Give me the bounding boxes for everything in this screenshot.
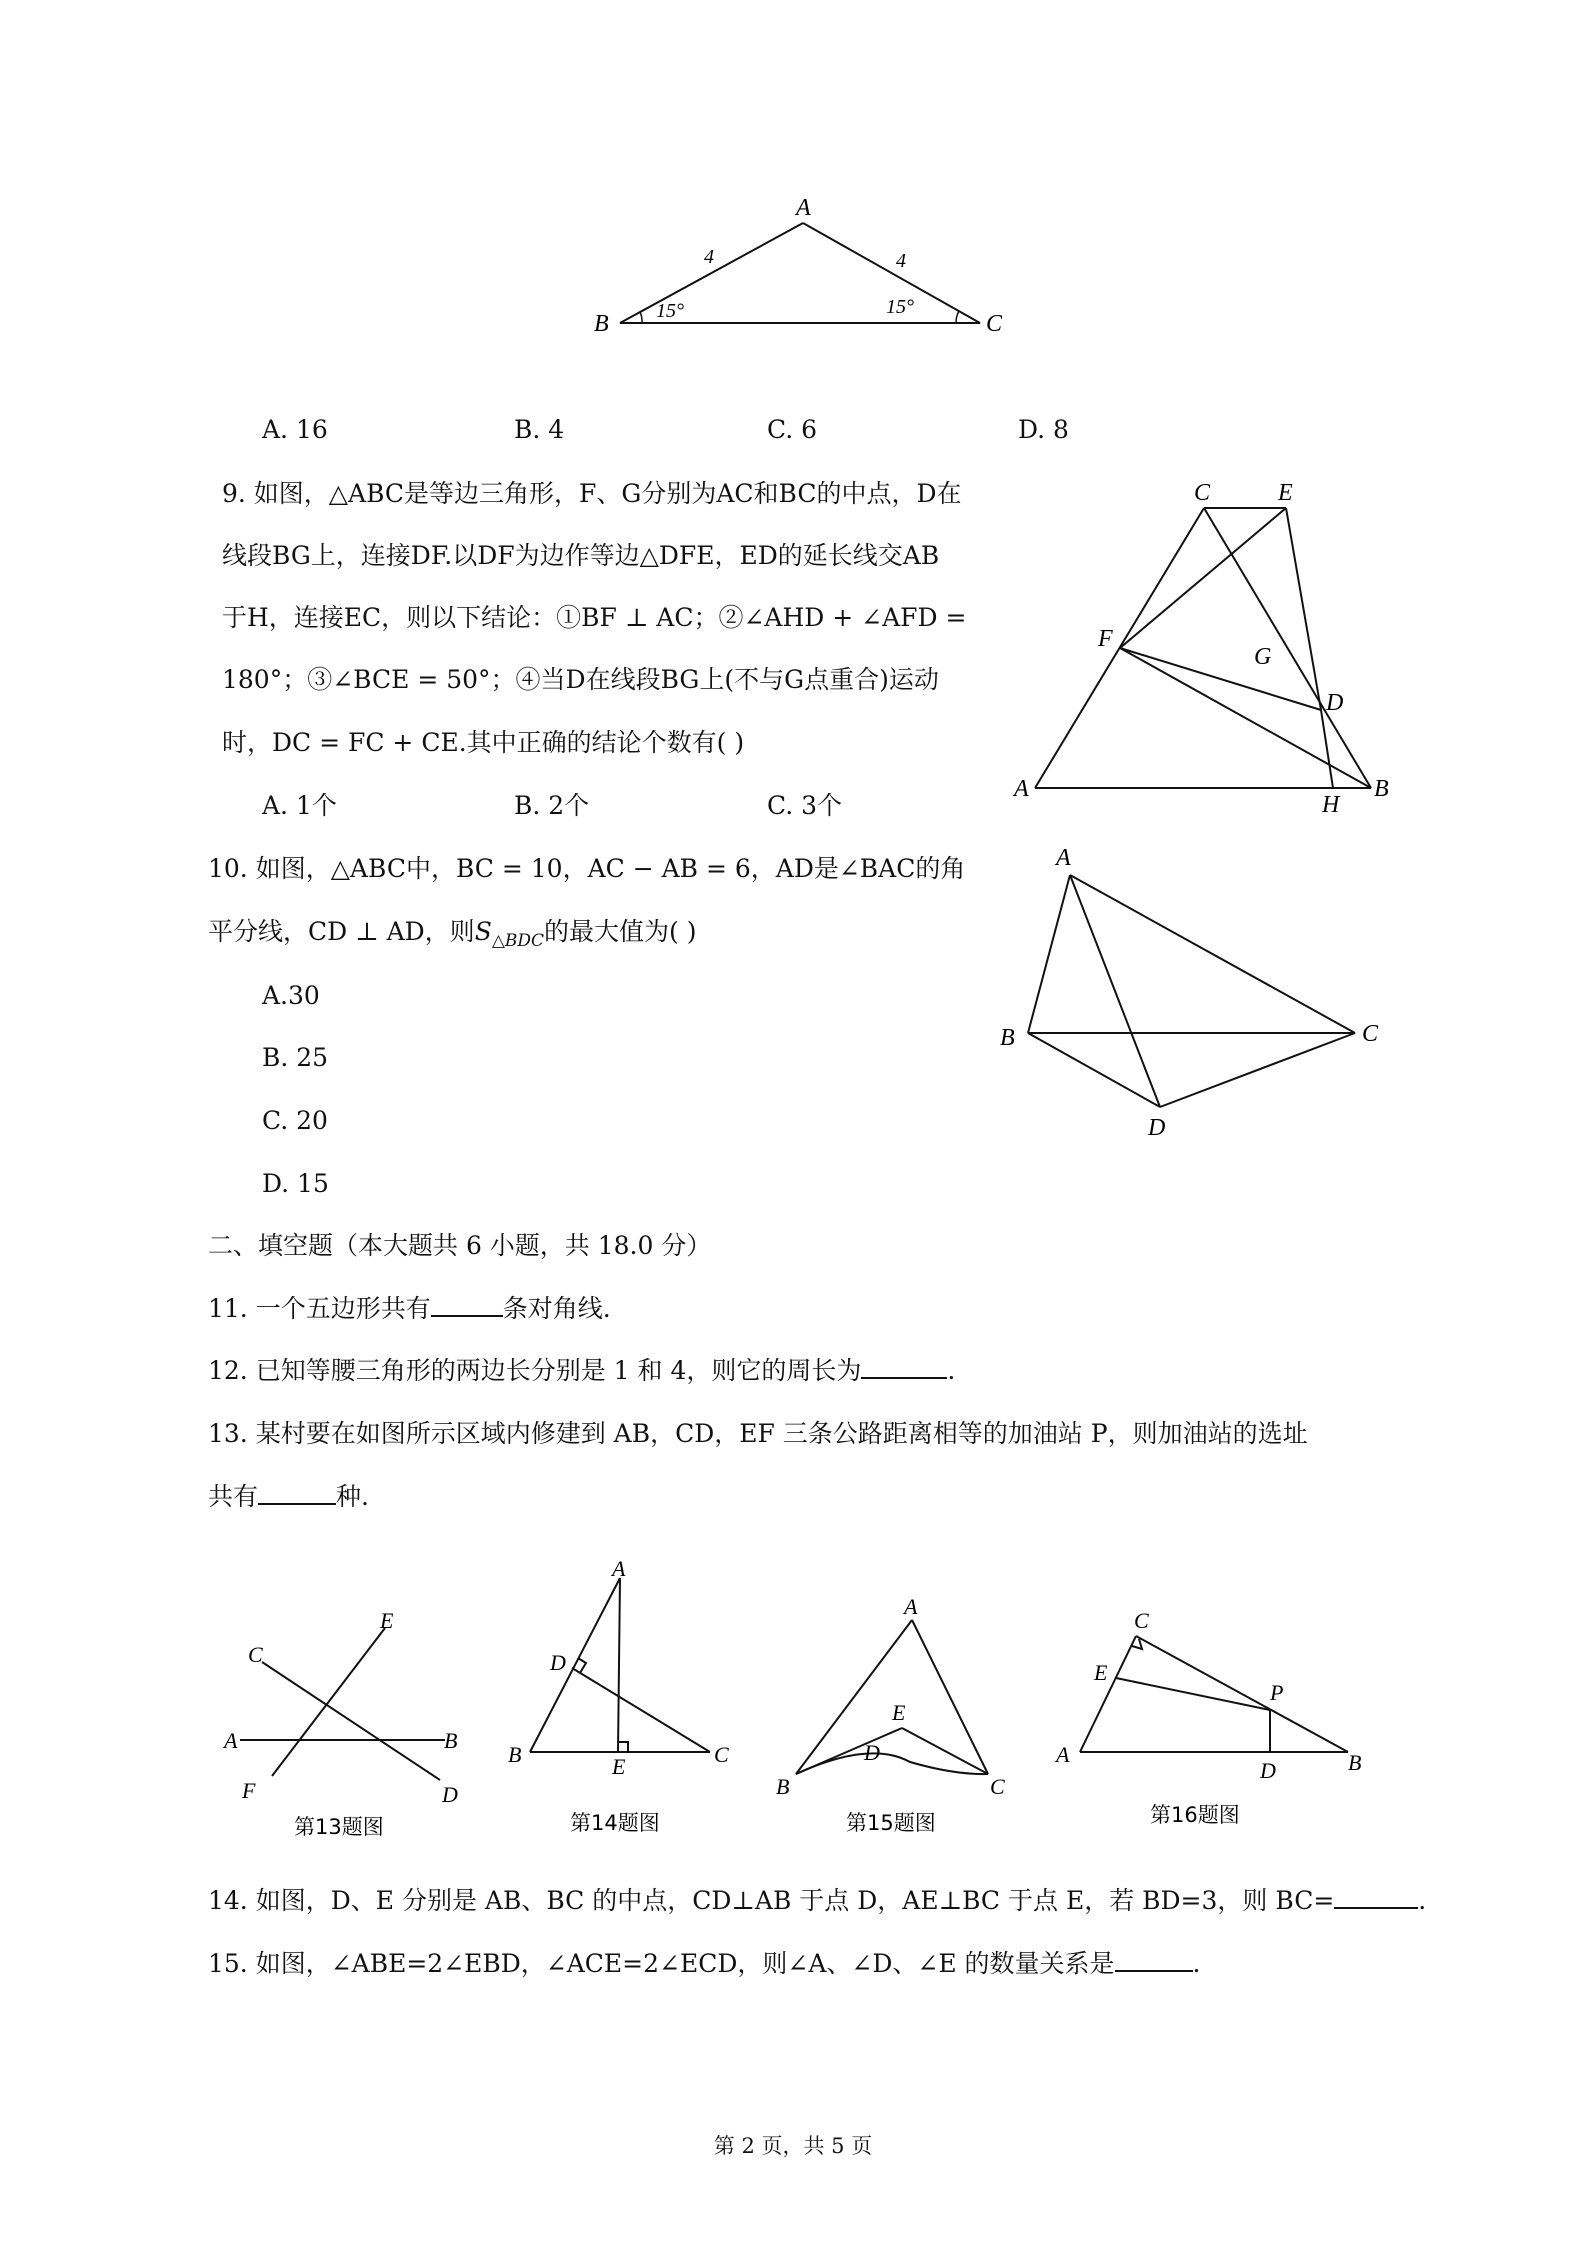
label-b: B bbox=[776, 1774, 790, 1799]
q8-choice-b: B. 4 bbox=[514, 415, 565, 444]
q14-text-pre: 14. 如图，D、E 分别是 AB、BC 的中点，CD⊥AB 于点 D，AE⊥BC 于点 E，若 BD=3，则 BC= bbox=[208, 1886, 1335, 1915]
label-f: F bbox=[1098, 626, 1113, 652]
label-c: C bbox=[986, 311, 1003, 335]
label-d: D bbox=[864, 1740, 880, 1765]
q15-text-pre: 15. 如图，∠ABE=2∠EBD，∠ACE=2∠ECD，则∠A、∠D、∠E 的数量关系是 bbox=[208, 1949, 1115, 1978]
label-b: B bbox=[1374, 776, 1389, 802]
q10-choice-d: D. 15 bbox=[262, 1169, 329, 1198]
side-ac-label: 4 bbox=[896, 250, 906, 272]
figure-q9 bbox=[1000, 470, 1410, 830]
q9-choice-a: A. 1个 bbox=[262, 791, 337, 820]
q13-text-pre: 共有 bbox=[208, 1482, 259, 1511]
q10-area-subscript: △BDC bbox=[491, 931, 545, 951]
q11-text-post: 条对角线. bbox=[502, 1294, 611, 1323]
figure-14 bbox=[500, 1560, 750, 1840]
label-c: C bbox=[714, 1742, 729, 1767]
angle-b-label: 15° bbox=[656, 300, 684, 322]
figure-13 bbox=[220, 1600, 470, 1840]
label-c: C bbox=[990, 1774, 1005, 1799]
label-b: B bbox=[1000, 1025, 1015, 1051]
q8-choice-a: A. 16 bbox=[262, 415, 328, 444]
figure-15 bbox=[770, 1590, 1030, 1840]
label-e: E bbox=[380, 1608, 394, 1633]
label-p: P bbox=[1270, 1680, 1284, 1705]
q14 bbox=[208, 1885, 1426, 1917]
q11-answer-blank bbox=[431, 1293, 503, 1317]
q9-line-2: 线段BG上，连接DF.以DF为边作等边△DFE，ED的延长线交AB bbox=[222, 541, 940, 570]
label-a: A bbox=[1014, 776, 1029, 802]
q10-line-2-pre: 平分线，CD ⊥ AD，则 bbox=[208, 917, 475, 946]
figure-14-caption: 第14题图 bbox=[570, 1811, 660, 1835]
side-ab-label: 4 bbox=[704, 246, 714, 268]
q9-choice-c: C. 3个 bbox=[767, 791, 843, 820]
q11 bbox=[208, 1293, 611, 1325]
q12 bbox=[208, 1355, 955, 1387]
label-c: C bbox=[248, 1642, 263, 1667]
q12-text-pre: 12. 已知等腰三角形的两边长分别是 1 和 4，则它的周长为 bbox=[208, 1356, 862, 1385]
q15-answer-blank bbox=[1115, 1948, 1193, 1972]
q14-text-post: . bbox=[1418, 1886, 1427, 1915]
label-a: A bbox=[796, 195, 811, 221]
section-2-heading: 二、填空题（本大题共 6 小题，共 18.0 分） bbox=[208, 1231, 712, 1260]
q13-text-post: 种. bbox=[336, 1482, 369, 1511]
q10-area-symbol: S bbox=[474, 917, 492, 946]
page-footer: 第 2 页，共 5 页 bbox=[713, 2134, 873, 2158]
label-b: B bbox=[1348, 1750, 1362, 1775]
label-b: B bbox=[594, 311, 609, 335]
q10-choice-c: C. 20 bbox=[262, 1106, 328, 1135]
label-a: A bbox=[224, 1728, 238, 1753]
q8-choice-d: D. 8 bbox=[1018, 415, 1069, 444]
q10-choice-a: A.30 bbox=[262, 981, 320, 1010]
label-d: D bbox=[1326, 690, 1344, 716]
label-e: E bbox=[612, 1754, 626, 1779]
figure-16-caption: 第16题图 bbox=[1150, 1803, 1240, 1827]
q9-line-4: 180°；③∠BCE = 50°；④当D在线段BG上(不与G点重合)运动 bbox=[222, 665, 939, 694]
q10-line-2 bbox=[208, 916, 697, 957]
label-b: B bbox=[508, 1742, 522, 1767]
q10-choice-b: B. 25 bbox=[262, 1043, 329, 1072]
label-d: D bbox=[550, 1650, 566, 1675]
q10-line-1: 10. 如图，△ABC中，BC = 10，AC − AB = 6，AD是∠BAC的角 bbox=[208, 854, 966, 883]
q11-text-pre: 11. 一个五边形共有 bbox=[208, 1294, 431, 1323]
q9-line-5: 时，DC = FC + CE.其中正确的结论个数有( ) bbox=[222, 728, 745, 757]
q9-choice-b: B. 2个 bbox=[514, 791, 590, 820]
label-a: A bbox=[1056, 1742, 1070, 1767]
label-a: A bbox=[1056, 845, 1071, 871]
q10-line-2-post: 的最大值为( ) bbox=[544, 917, 697, 946]
figure-16 bbox=[1050, 1600, 1380, 1840]
label-d: D bbox=[1148, 1115, 1166, 1141]
label-c: C bbox=[1194, 480, 1211, 506]
q8-choice-c: C. 6 bbox=[767, 415, 818, 444]
q15-text-post: . bbox=[1192, 1949, 1201, 1978]
q12-text-post: . bbox=[947, 1356, 956, 1385]
q15 bbox=[208, 1948, 1201, 1980]
figure-q10 bbox=[990, 845, 1400, 1145]
figure-q8-triangle bbox=[580, 195, 1020, 335]
label-d: D bbox=[442, 1782, 458, 1807]
q13-answer-blank bbox=[258, 1481, 336, 1505]
label-f: F bbox=[242, 1778, 256, 1803]
label-d: D bbox=[1260, 1758, 1276, 1783]
q14-answer-blank bbox=[1334, 1885, 1418, 1909]
figure-13-caption: 第13题图 bbox=[294, 1815, 384, 1839]
label-g: G bbox=[1254, 644, 1272, 670]
q13-line-2 bbox=[208, 1481, 369, 1513]
angle-c-label: 15° bbox=[886, 296, 914, 318]
q9-line-3: 于H，连接EC，则以下结论：①BF ⊥ AC；②∠AHD + ∠AFD = bbox=[222, 603, 967, 632]
label-b: B bbox=[444, 1728, 458, 1753]
label-e: E bbox=[892, 1700, 906, 1725]
label-e: E bbox=[1278, 480, 1293, 506]
q9-line-1: 9. 如图，△ABC是等边三角形，F、G分别为AC和BC的中点，D在 bbox=[222, 479, 962, 508]
figure-15-caption: 第15题图 bbox=[846, 1811, 936, 1835]
label-c: C bbox=[1362, 1021, 1379, 1047]
label-h: H bbox=[1322, 792, 1340, 818]
label-a: A bbox=[612, 1560, 626, 1581]
q13-line-1: 13. 某村要在如图所示区域内修建到 AB，CD，EF 三条公路距离相等的加油站 P，则加油站的选址 bbox=[208, 1419, 1308, 1448]
label-c: C bbox=[1134, 1608, 1149, 1633]
q12-answer-blank bbox=[861, 1355, 947, 1379]
label-a: A bbox=[904, 1594, 918, 1619]
label-e: E bbox=[1094, 1660, 1108, 1685]
